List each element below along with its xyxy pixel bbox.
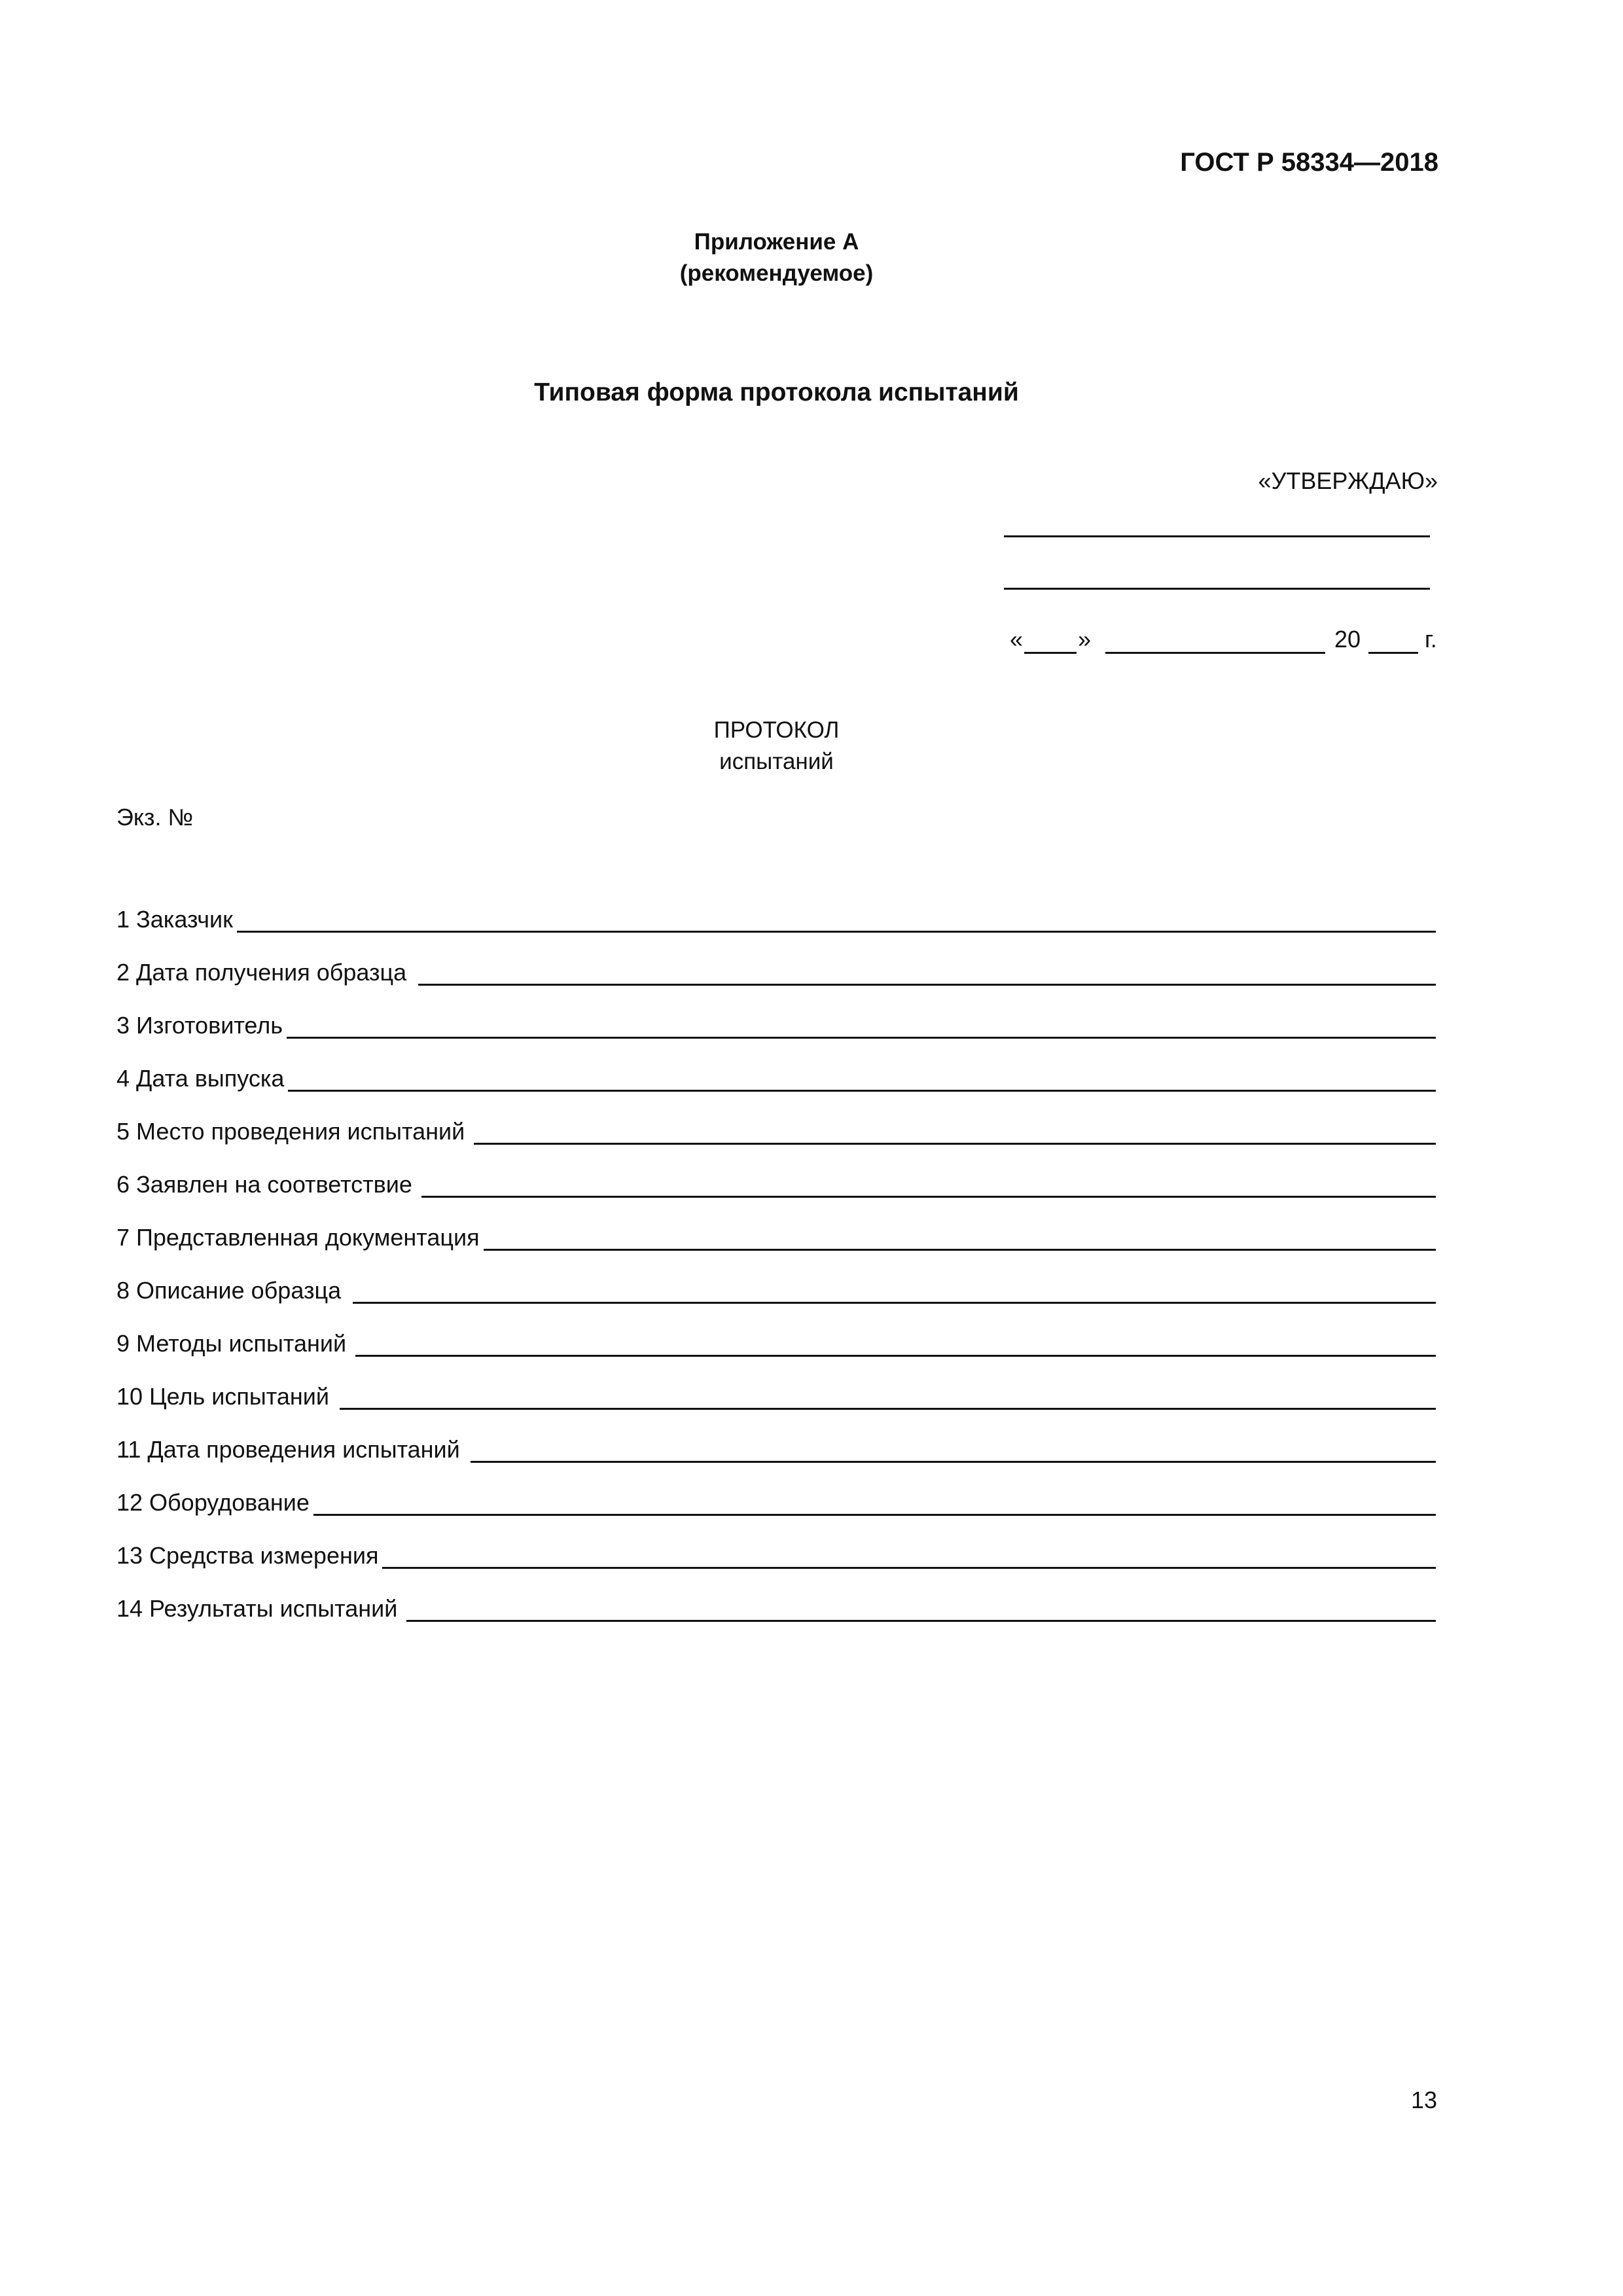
field-label: 11 Дата проведения испытаний: [116, 1436, 460, 1463]
date-day-blank[interactable]: [1024, 652, 1077, 654]
copy-number-label: Экз. №: [116, 804, 194, 831]
field-label: 9 Методы испытаний: [116, 1330, 347, 1357]
field-test-date: [116, 1411, 1436, 1464]
field-input-line[interactable]: [406, 1620, 1436, 1622]
field-label: 6 Заявлен на соответствие: [116, 1171, 412, 1198]
field-sample-receipt-date: [116, 934, 1436, 987]
field-label: 8 Описание образца: [116, 1277, 342, 1304]
annex-heading: [0, 226, 1553, 289]
field-label: 4 Дата выпуска: [116, 1065, 285, 1092]
field-input-line[interactable]: [355, 1355, 1436, 1357]
date-year-suffix: г.: [1425, 626, 1437, 653]
field-input-line[interactable]: [353, 1302, 1436, 1304]
field-input-line[interactable]: [340, 1408, 1436, 1410]
field-input-line[interactable]: [313, 1514, 1436, 1516]
date-month-blank[interactable]: [1105, 652, 1325, 654]
date-year-prefix: 20: [1334, 626, 1361, 653]
field-input-line[interactable]: [421, 1196, 1436, 1198]
field-declared-conformity: [116, 1146, 1436, 1199]
protocol-fields: [116, 881, 1436, 1623]
approval-position-line[interactable]: [1004, 535, 1430, 537]
protocol-title: ПРОТОКОЛ: [713, 717, 840, 743]
field-label: 14 Результаты испытаний: [116, 1595, 398, 1622]
approval-signature-line[interactable]: [1004, 588, 1430, 590]
form-title: Типовая форма протокола испытаний: [534, 378, 1019, 406]
field-sample-description: [116, 1252, 1436, 1305]
date-year-blank[interactable]: [1368, 652, 1418, 654]
field-input-line[interactable]: [471, 1461, 1436, 1463]
field-measuring-instruments: [116, 1517, 1436, 1570]
field-test-results: [116, 1570, 1436, 1623]
field-equipment: [116, 1464, 1436, 1517]
approval-label: «УТВЕРЖДАЮ»: [1258, 467, 1438, 494]
field-label: 13 Средства измерения: [116, 1542, 379, 1569]
approval-date-row: [1010, 626, 1436, 657]
field-label: 2 Дата получения образца: [116, 959, 407, 986]
annex-status: (рекомендуемое): [679, 260, 874, 286]
date-open-quote: «: [1010, 626, 1024, 653]
standard-code: ГОСТ Р 58334—2018: [1180, 148, 1438, 177]
protocol-heading: [0, 715, 1553, 778]
field-customer: [116, 881, 1436, 934]
field-label: 7 Представленная документация: [116, 1224, 480, 1251]
field-label: 5 Место проведения испытаний: [116, 1118, 465, 1145]
field-input-line[interactable]: [288, 1090, 1436, 1092]
annex-title: Приложение А: [694, 229, 859, 255]
field-documentation: [116, 1199, 1436, 1252]
field-input-line[interactable]: [484, 1249, 1436, 1251]
field-label: 3 Изготовитель: [116, 1012, 283, 1039]
field-test-purpose: [116, 1358, 1436, 1411]
field-manufacturer: [116, 987, 1436, 1040]
field-input-line[interactable]: [382, 1567, 1436, 1569]
protocol-subtitle: испытаний: [719, 749, 834, 774]
field-test-methods: [116, 1305, 1436, 1358]
page-number: 13: [1410, 2087, 1437, 2113]
field-input-line[interactable]: [237, 931, 1436, 933]
field-input-line[interactable]: [474, 1143, 1436, 1145]
field-label: 10 Цель испытаний: [116, 1383, 329, 1410]
field-label: 1 Заказчик: [116, 906, 233, 933]
field-input-line[interactable]: [418, 984, 1436, 986]
field-test-location: [116, 1093, 1436, 1146]
field-label: 12 Оборудование: [116, 1489, 310, 1516]
field-release-date: [116, 1040, 1436, 1093]
field-input-line[interactable]: [287, 1037, 1436, 1039]
date-close-quote: »: [1078, 626, 1092, 653]
